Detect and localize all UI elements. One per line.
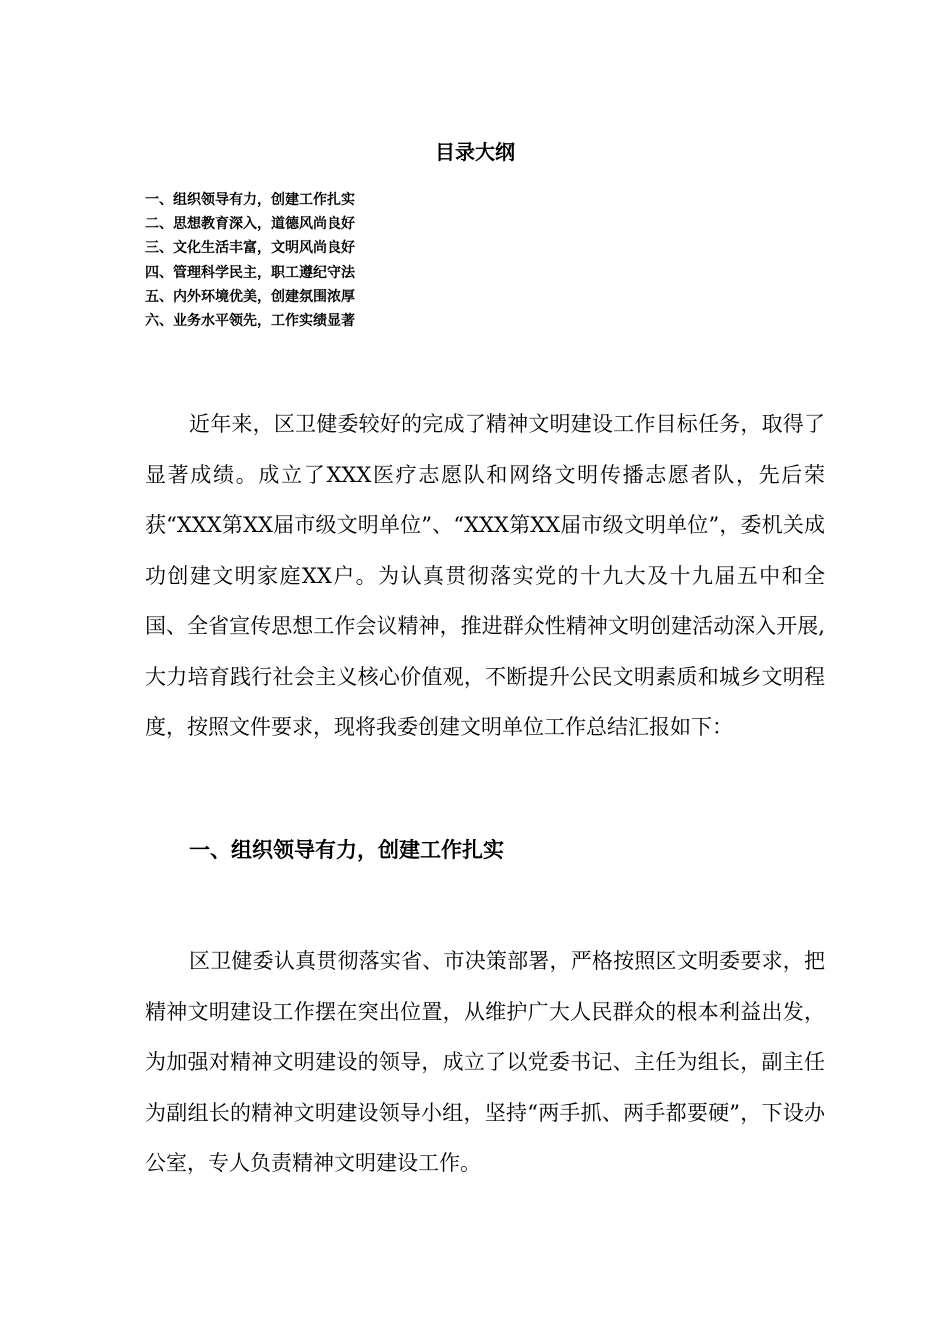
intro-paragraph: 近年来，区卫健委较好的完成了精神文明建设工作目标任务，取得了显著成绩。成立了XXX医疗志愿队和网络文明传播志愿者队，先后荣获“XXX第XX届市级文明单位”、“XXX第XX届市级文明单位”，委机关成功创建文明家庭XX户。为认真贯彻落实党的十九大及十九届五中和全国、全省宣传思想工作会议精神，推进群众性精神文明创建活动深入开展,大力培育践行社会主义核心价值观，不断提升公民文明素质和城乡文明程度，按照文件要求，现将我委创建文明单位工作总结汇报如下：	[145, 412, 825, 739]
toc-item: 二、思想教育深入，道德风尚良好	[145, 216, 355, 233]
section-heading: 一、组织领导有力，创建工作扎实	[189, 838, 504, 862]
toc-list	[145, 188, 355, 333]
toc-title: 目录大纲	[435, 140, 515, 164]
toc-item: 一、组织领导有力，创建工作扎实	[145, 192, 355, 208]
toc-item: 四、管理科学民主，职工遵纪守法	[145, 264, 355, 281]
toc-item: 六、业务水平领先，工作实绩显著	[145, 313, 355, 330]
toc-item: 五、内外环境优美，创建氛围浓厚	[145, 288, 355, 305]
toc-item: 三、文化生活丰富，文明风尚良好	[145, 240, 355, 257]
section-paragraph: 区卫健委认真贯彻落实省、市决策部署，严格按照区文明委要求，把精神文明建设工作摆在突出位置，从维护广大人民群众的根本利益出发，为加强对精神文明建设的领导，成立了以党委书记、主任为组长，副主任为副组长的精神文明建设领导小组，坚持“两手抓、两手都要硬”，下设办公室，专人负责精神文明建设工作。	[145, 949, 825, 1175]
